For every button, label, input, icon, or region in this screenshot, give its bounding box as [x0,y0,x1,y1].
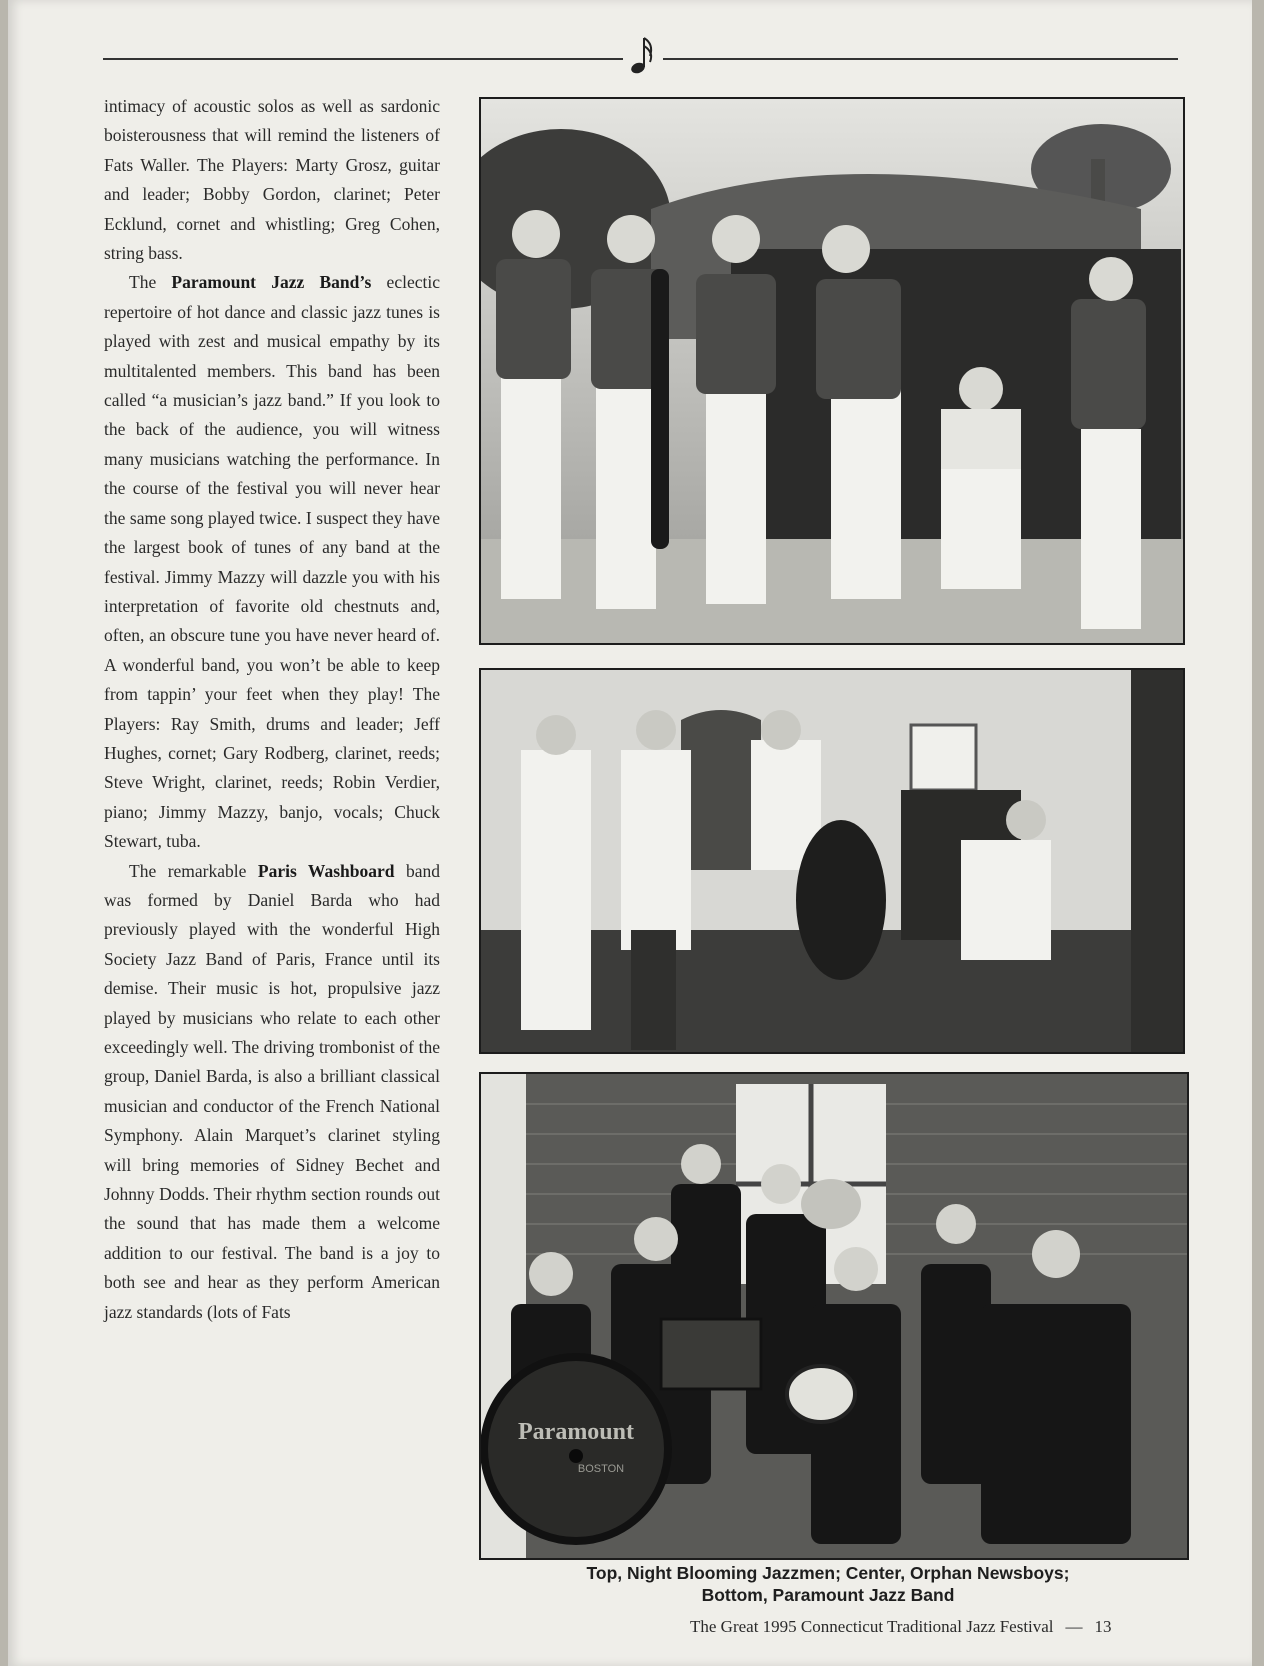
page-number: 13 [1094,1617,1112,1636]
page-footer [690,1617,1190,1637]
footer-separator: — [1065,1617,1083,1636]
photo-caption [528,1562,1128,1606]
magazine-page [8,0,1252,1666]
photo-night-blooming-jazzmen [479,97,1185,645]
header-rule-right [663,58,1178,60]
article-column [104,92,440,1327]
caption-line-2: Bottom, Paramount Jazz Band [701,1585,955,1605]
paragraph-2: The Paramount Jazz Band’s eclectic repertoire of hot dance and classic jazz tunes is played with zest and musical empathy by its multitalented members. This band has been called “a musician’s jazz band.” If you look to the back of the audience, you will witness many musicians watching the performance. In the course of the festival you will never hear the same song played twice. I suspect they have the largest book of tunes of any band at the festival. Jimmy Mazzy will dazzle you with his interpretation of favorite old chestnuts and, often, an obscure tune you have never heard of. A wonderful band, you won’t be able to keep from tappin’ your feet when they play! The Players: Ray Smith, drums and leader; Jeff Hughes, cornet; Gary Rodberg, clarinet, reeds; Steve Wright, clarinet, reeds; Robin Verdier, piano; Jimmy Mazzy, banjo, vocals; Chuck Stewart, tuba. [104,272,440,852]
music-note-icon [628,32,658,76]
header-rule-left [103,58,623,60]
paragraph-3: The remarkable Paris Washboard band was formed by Daniel Barda who had previously played with the wonderful High Society Jazz Band of Paris, France until its demise. Their music is hot, propulsive jazz played by musicians who relate to each other exceedingly well. The driving trombonist of the group, Daniel Barda, is also a brilliant classical musician and conductor of the French National Symphony. Alain Marquet’s clarinet styling will bring memories of Sidney Bechet and Johnny Dodds. Their rhythm section rounds out the sound that has made them a welcome addition to our festival. The band is a joy to both see and hear as they perform American jazz standards (lots of Fats [104,860,440,1322]
band-name-paramount: Paramount Jazz Band’s [171,272,372,293]
bass-drum-sublabel: BOSTON [577,1463,625,1475]
footer-publication-title: The Great 1995 Connecticut Traditional Jazz Festival [690,1617,1054,1636]
photo-paramount-jazz-band [479,1072,1189,1560]
photo-orphan-newsboys [479,668,1185,1054]
paragraph-1: intimacy of acoustic solos as well as sardonic boisterousness that will remind the listeners of Fats Waller. The Players: Marty Grosz, guitar and leader; Bobby Gordon, clarinet; Peter Ecklund, cornet and whistling; Greg Cohen, string bass. [104,96,440,264]
caption-line-1: Top, Night Blooming Jazzmen; Center, Orphan Newsboys; [586,1563,1070,1583]
bass-drum-label: Paramount [518,1419,634,1445]
band-name-paris-washboard: Paris Washboard [257,860,395,881]
